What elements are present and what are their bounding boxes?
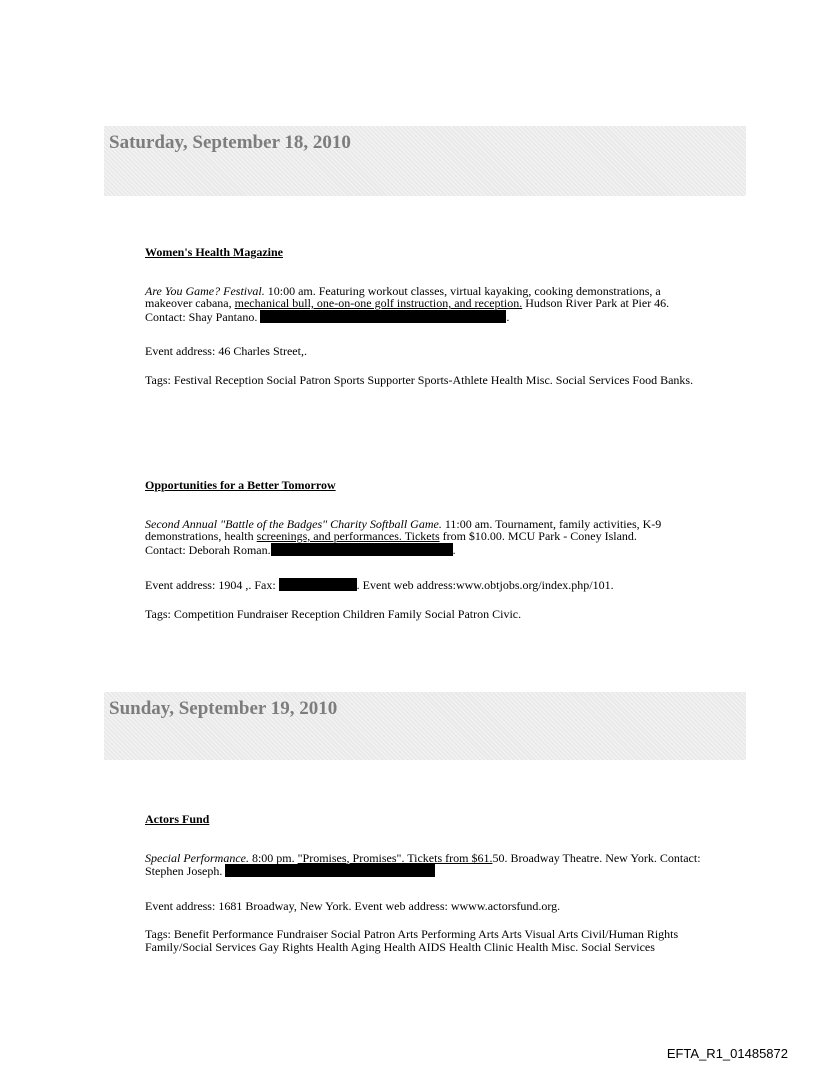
event-tags: Tags: Competition Fundraiser Reception Children Family Social Patron Civic.: [145, 606, 522, 621]
event-desc-location: from $10.00. MCU Park - Coney Island.: [439, 529, 637, 543]
event-title: Second Annual "Battle of the Badges" Charity Softball Game.: [145, 516, 442, 531]
event-address: Event address: 1681 Broadway, New York. Event web address: wwww.actorsfund.org.: [145, 898, 561, 913]
redaction-box: [279, 578, 357, 591]
redaction-box: [260, 310, 506, 323]
day-header-sunday: [104, 692, 746, 760]
day-title: Sunday, September 19, 2010: [109, 698, 338, 719]
event-address: [145, 578, 705, 592]
event-desc-location: Hudson River Park at Pier 46.: [522, 296, 670, 310]
event-address-text: Event address: 1904 ,. Fax:: [145, 578, 276, 592]
event-address: Event address: 46 Charles Street,.: [145, 344, 307, 358]
redaction-box: [271, 543, 453, 556]
event-description: [145, 518, 705, 557]
event-desc-text: 8:00 pm.: [248, 850, 298, 865]
event-desc-underlined: "Promises, Promises". Tickets from $61.: [297, 850, 493, 865]
event-title: Are You Game? Festival.: [145, 283, 265, 298]
event-title: Special Performance.: [145, 850, 249, 865]
day-header-saturday: [104, 126, 746, 196]
event-description: [145, 285, 705, 324]
day-title: Saturday, September 18, 2010: [109, 132, 351, 153]
event-desc-text: 11:00 am. Tournament, family activities, K-9 demonstrations, health: [145, 516, 662, 543]
event-contact: Contact: Deborah Roman.: [145, 542, 271, 557]
event-actors-fund: [145, 813, 705, 953]
event-desc-text: 10:00 am. Featuring workout classes, virtual kayaking, cooking demonstrations, a makeover cabana,: [145, 283, 661, 310]
period-text: .: [506, 309, 510, 324]
document-id: EFTA_R1_01485872: [666, 1046, 788, 1061]
event-contact: Contact: Shay Pantano.: [145, 309, 258, 324]
event-org-name: Actors Fund: [145, 812, 210, 826]
event-desc-underlined: mechanical bull, one-on-one golf instruction, and reception.: [234, 296, 523, 310]
event-desc-location: 50. Broadway Theatre. New York. Contact: Stephen Joseph.: [145, 850, 701, 878]
period-text: .: [452, 542, 456, 557]
event-web-address: . Event web address:www.obtjobs.org/index.php/101.: [356, 578, 614, 592]
redaction-box: [225, 864, 435, 877]
event-org-name: Opportunities for a Better Tomorrow: [145, 478, 336, 492]
event-tags: Tags: Benefit Performance Fundraiser Social Patron Arts Performing Arts Arts Visual Arts Civil/Human Rights Family/Social Services Gay Rights Health Aging Health AIDS Health Clinic Health Misc. Social Services: [145, 927, 679, 954]
event-desc-underlined: screenings, and performances. Tickets: [256, 529, 440, 543]
event-org-name: Women's Health Magazine: [145, 245, 283, 259]
event-description: [145, 852, 705, 878]
event-tags: Tags: Festival Reception Social Patron Sports Supporter Sports-Athlete Health Misc. Social Services Food Banks.: [145, 372, 694, 387]
event-womens-health: [145, 246, 705, 386]
event-opportunities: [145, 479, 705, 620]
